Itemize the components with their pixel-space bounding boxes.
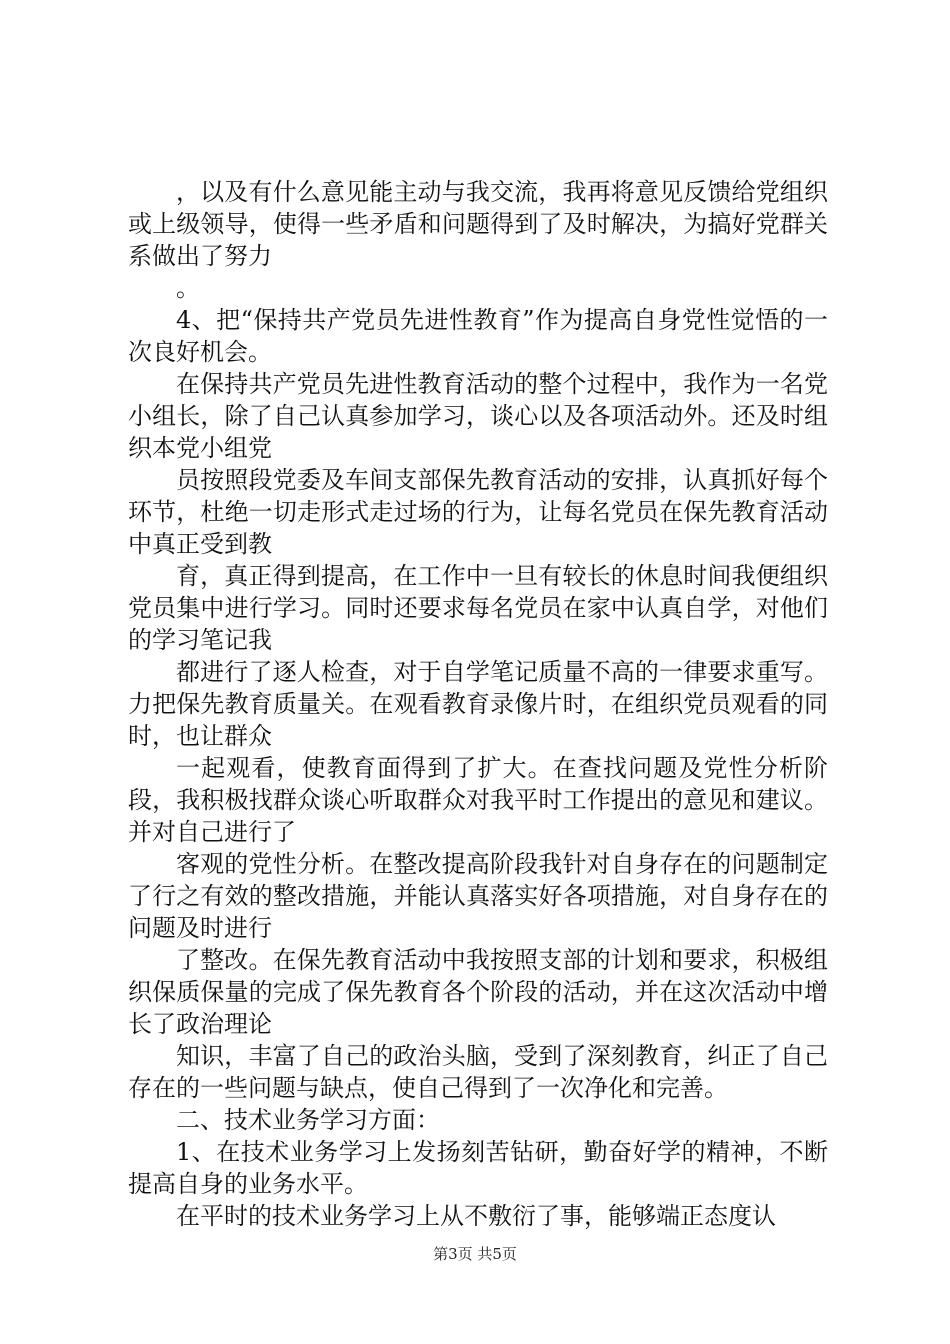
paragraph: 员按照段党委及车间支部保先教育活动的安排，认真抓好每个环节，杜绝一切走形式走过场的行为，让每名党员在保先教育活动中真正受到教	[128, 466, 828, 558]
paragraph: 客观的党性分析。在整改提高阶段我针对自身存在的问题制定了行之有效的整改措施，并能认真落实好各项措施，对自身存在的问题及时进行	[128, 850, 828, 942]
section-heading: 二、技术业务学习方面：	[176, 1106, 440, 1134]
paragraph: 一起观看，使教育面得到了扩大。在查找问题及党性分析阶段，我积极找群众谈心听取群众对我平时工作提出的意见和建议。并对自己进行了	[128, 754, 828, 846]
paragraph: 了整改。在保先教育活动中我按照支部的计划和要求，积极组织保质保量的完成了保先教育各个阶段的活动，并在这次活动中增长了政治理论	[128, 946, 828, 1038]
paragraph: 都进行了逐人检查，对于自学笔记质量不高的一律要求重写。力把保先教育质量关。在观看教育录像片时，在组织党员观看的同时，也让群众	[128, 658, 828, 750]
page-number-footer: 第3页 共5页	[433, 1245, 517, 1263]
paragraph: ，以及有什么意见能主动与我交流，我再将意见反馈给党组织或上级领导，使得一些矛盾和问题得到了及时解决，为搞好党群关系做出了努力	[128, 178, 828, 270]
paragraph: 4、把“保持共产党员先进性教育”作为提高自身党性觉悟的一次良好机会。	[128, 306, 828, 366]
document-body	[128, 176, 828, 1232]
paragraph: 在平时的技术业务学习上从不敷衍了事，能够端正态度认	[176, 1202, 776, 1230]
paragraph: 在保持共产党员先进性教育活动的整个过程中，我作为一名党小组长，除了自己认真参加学习，谈心以及各项活动外。还及时组织本党小组党	[128, 370, 828, 462]
paragraph: 育，真正得到提高，在工作中一旦有较长的休息时间我便组织党员集中进行学习。同时还要求每名党员在家中认真自学，对他们的学习笔记我	[128, 562, 828, 654]
paragraph: 1、在技术业务学习上发扬刻苦钻研，勤奋好学的精神，不断提高自身的业务水平。	[128, 1138, 828, 1198]
paragraph: 。	[176, 274, 200, 302]
paragraph: 知识，丰富了自己的政治头脑，受到了深刻教育，纠正了自己存在的一些问题与缺点，使自己得到了一次净化和完善。	[128, 1042, 828, 1102]
